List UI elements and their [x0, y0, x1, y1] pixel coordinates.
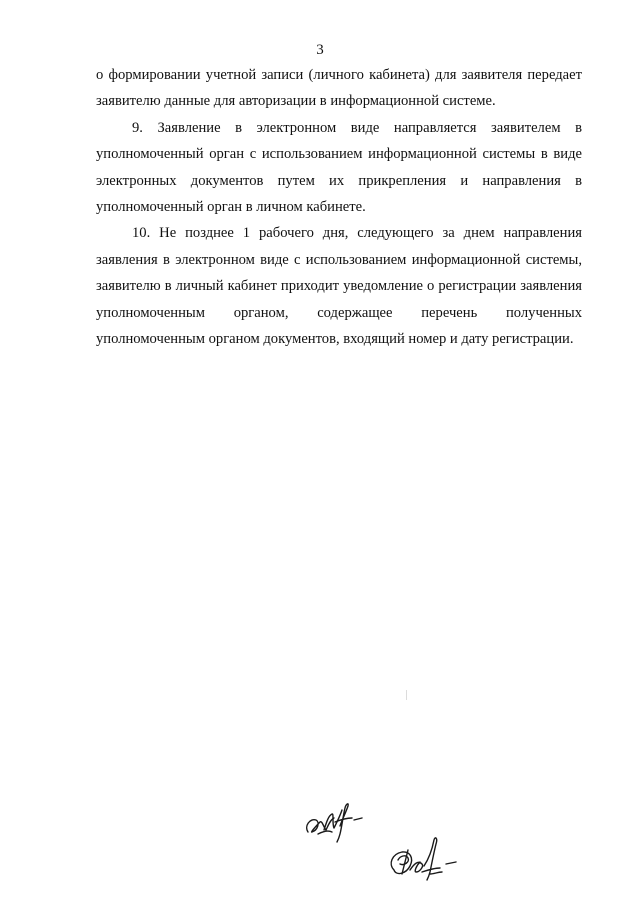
- handwritten-signature-2: [384, 830, 476, 884]
- paragraph-continuation: о формировании учетной записи (личного кабинета) для заявителя передает заявителю данные для авторизации в информационной системе.: [96, 67, 582, 110]
- page-number: 3: [316, 42, 324, 58]
- scan-mark: [406, 690, 407, 700]
- paragraph-item-9: 9. Заявление в электронном виде направляется заявителем в уполномоченный орган с использованием информационной системы в виде электронных документов путем их прикрепления и направления в уполномоченный орган в личном кабинете.: [96, 119, 582, 216]
- document-body: [96, 62, 582, 352]
- paragraph-item-10: 10. Не позднее 1 рабочего дня, следующего за днем направления заявления в электронном виде с использованием информационной системы, заявителю в личный кабинет приходит уведомление о регистрации заявления уполномоченным органом, содержащее перечень полученных уполномоченным органом документов, входящий номер и дату регистрации.: [96, 225, 582, 348]
- handwritten-signature-1: [302, 796, 392, 844]
